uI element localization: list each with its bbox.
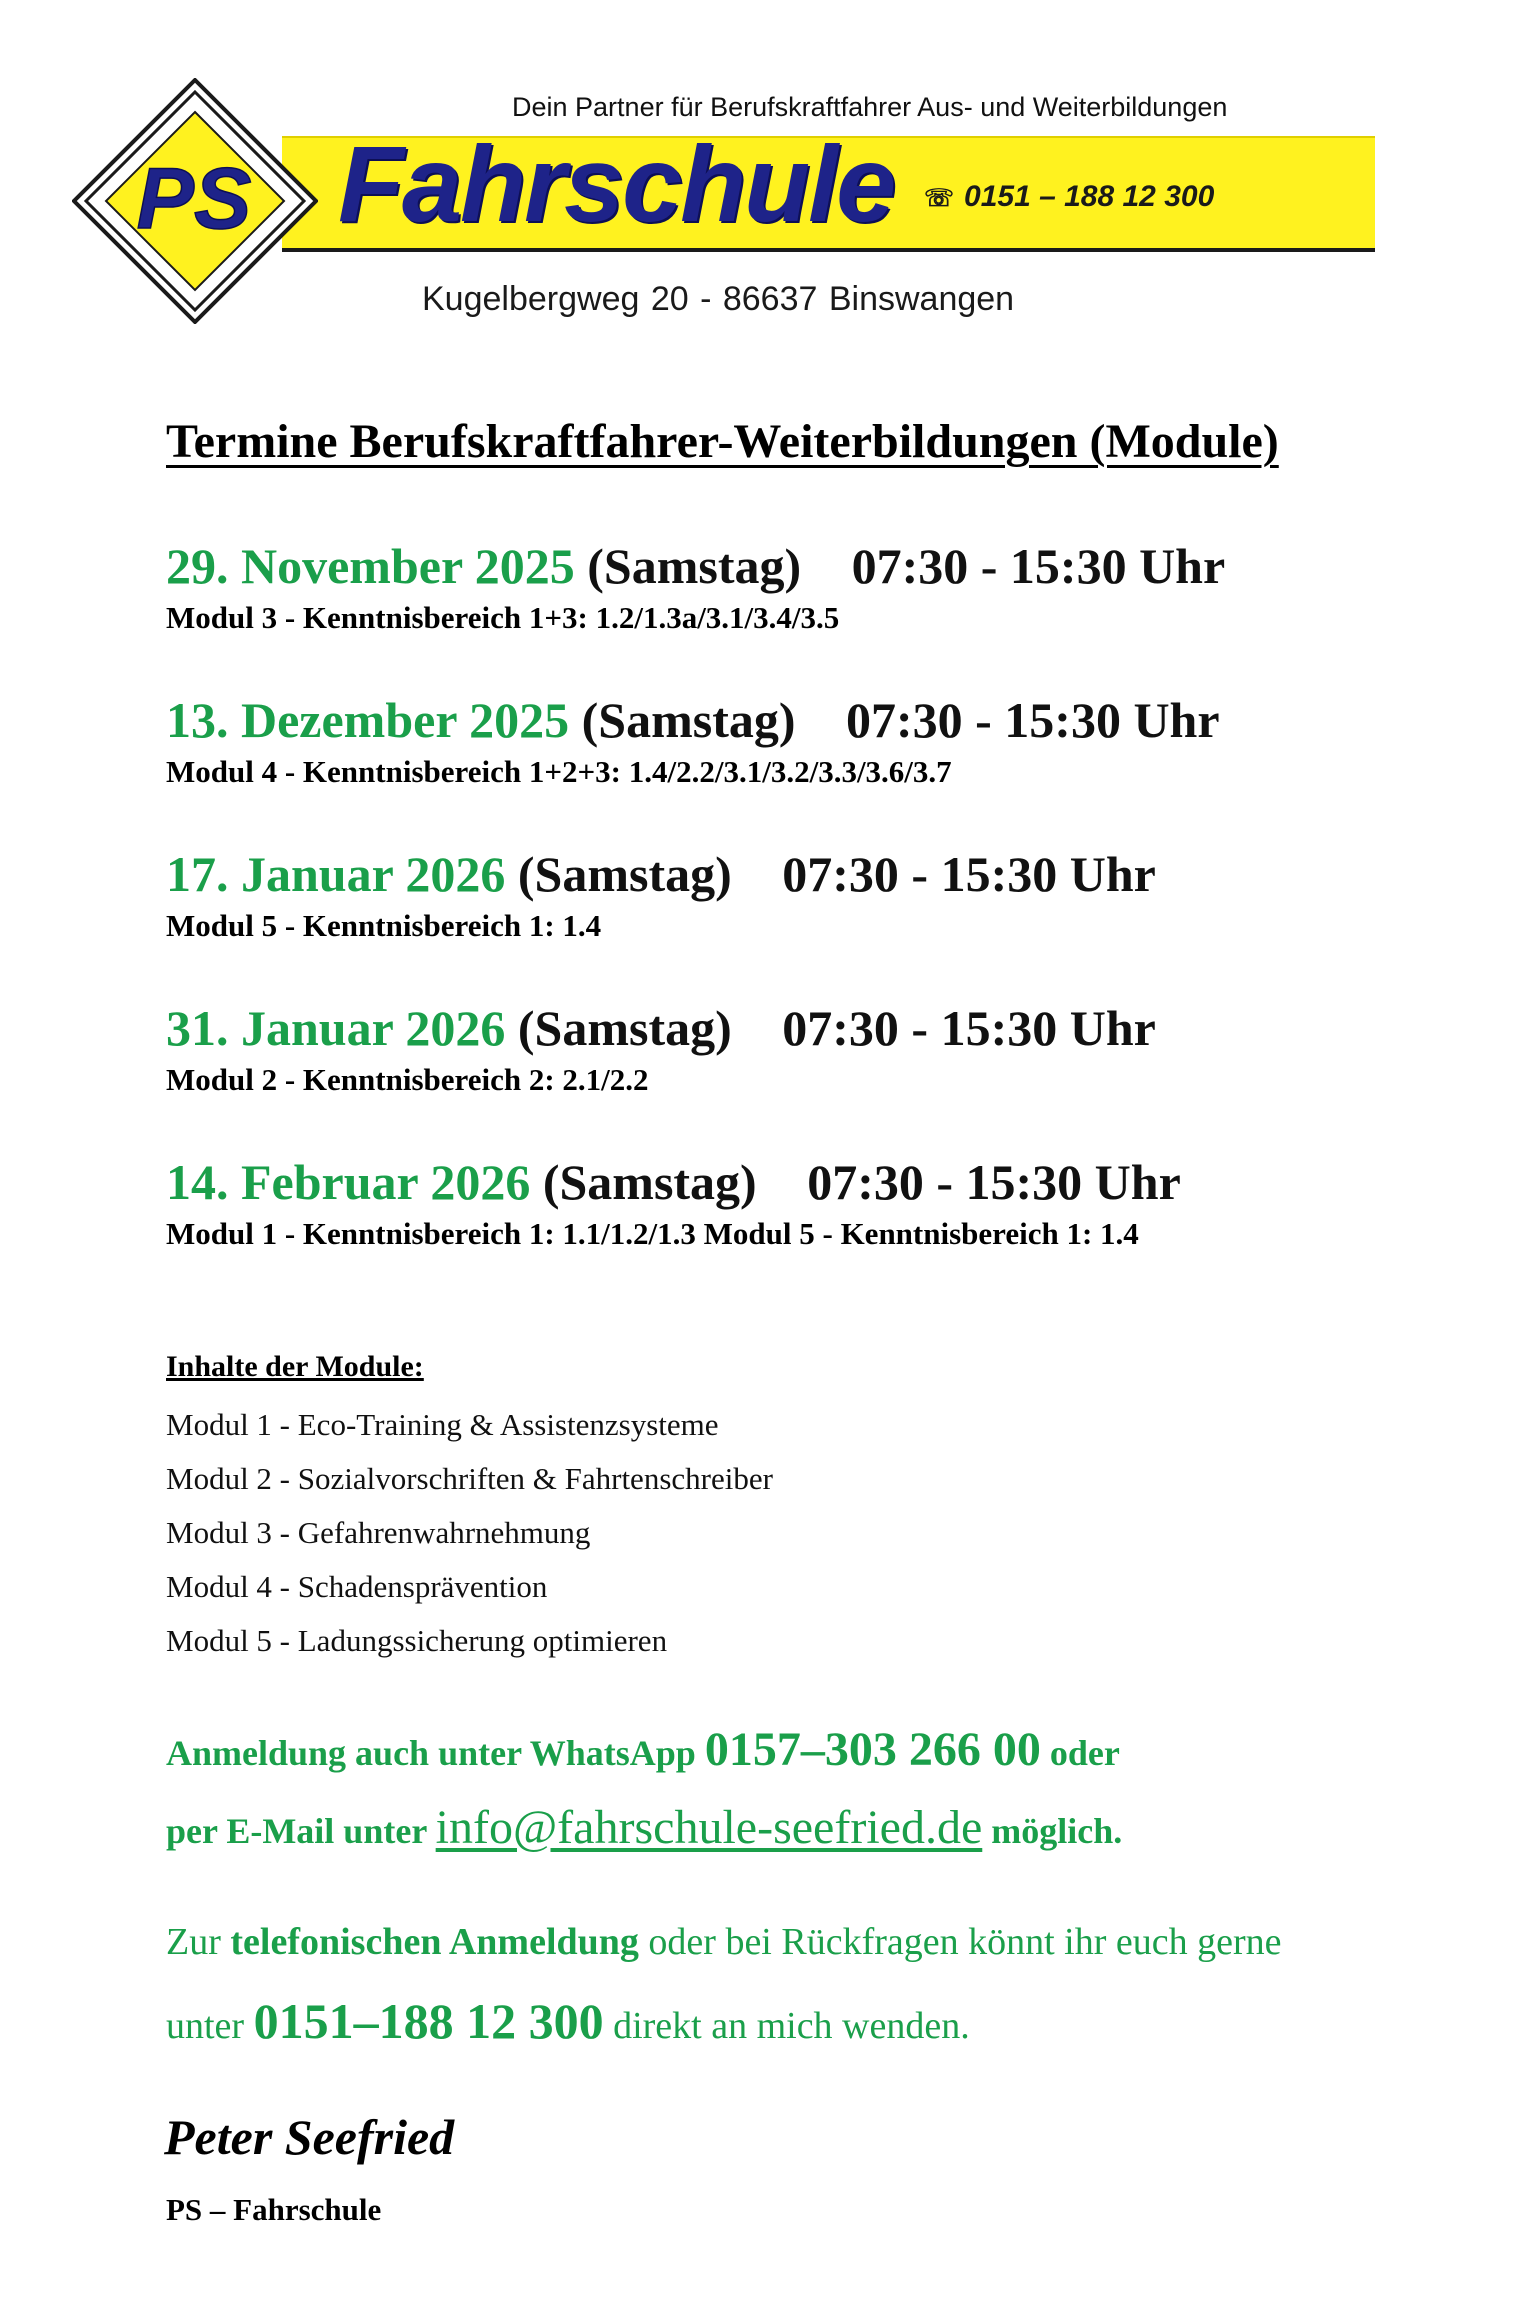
event-modul: Modul 5 - Kenntnisbereich 1: 1.4 xyxy=(166,908,602,943)
event-day: (Samstag) xyxy=(517,1000,732,1056)
phone-note-number[interactable]: 0151–188 12 300 xyxy=(253,1993,604,2049)
phone-note-prefix: unter xyxy=(166,2005,254,2047)
event-modul: Modul 2 - Kenntnisbereich 2: 2.1/2.2 xyxy=(166,1062,649,1097)
event-item xyxy=(166,690,1220,792)
signature: Peter Seefried xyxy=(164,2109,455,2165)
brand-name: Fahrschule xyxy=(338,123,895,244)
tagline: Dein Partner für Berufskraftfahrer Aus- und Weiterbildungen xyxy=(512,92,1228,122)
list-item: Modul 1 - Eco-Training & Assistenzsysteme xyxy=(166,1407,719,1442)
phone-note-line2 xyxy=(166,1992,970,2050)
page-title: Termine Berufskraftfahrer-Weiterbildungen (Module) xyxy=(166,415,1279,468)
list-item: Modul 2 - Sozialvorschriften & Fahrtenschreiber xyxy=(166,1461,773,1496)
event-date: 31. Januar 2026 xyxy=(166,1000,506,1056)
event-heading xyxy=(166,844,1156,904)
event-day: (Samstag) xyxy=(587,538,802,594)
event-item xyxy=(166,998,1156,1100)
event-modul: Modul 3 - Kenntnisbereich 1+3: 1.2/1.3a/3.1/3.4/3.5 xyxy=(166,600,840,635)
event-modul: Modul 1 - Kenntnisbereich 1: 1.1/1.2/1.3 Modul 5 - Kenntnisbereich 1: 1.4 xyxy=(166,1216,1139,1251)
whatsapp-suffix: oder xyxy=(1040,1733,1120,1773)
event-time: 07:30 - 15:30 Uhr xyxy=(807,1154,1181,1210)
company-name: PS – Fahrschule xyxy=(166,2192,382,2227)
phone-icon: ☏ xyxy=(924,185,955,212)
list-item: Modul 3 - Gefahrenwahrnehmung xyxy=(166,1515,591,1550)
ps-logo xyxy=(72,78,318,324)
event-heading xyxy=(166,1152,1181,1212)
event-time: 07:30 - 15:30 Uhr xyxy=(782,846,1156,902)
list-item: Modul 4 - Schadensprävention xyxy=(166,1569,548,1604)
event-time: 07:30 - 15:30 Uhr xyxy=(846,692,1220,748)
event-heading xyxy=(166,536,1225,596)
event-day: (Samstag) xyxy=(581,692,796,748)
event-date: 29. November 2025 xyxy=(166,538,575,594)
event-time: 07:30 - 15:30 Uhr xyxy=(851,538,1226,594)
event-heading xyxy=(166,690,1220,750)
event-heading xyxy=(166,998,1156,1058)
email-suffix: möglich. xyxy=(982,1811,1123,1851)
event-date: 17. Januar 2026 xyxy=(166,846,506,902)
address: Kugelbergweg 20 - 86637 Binswangen xyxy=(422,280,1015,318)
list-item: Modul 5 - Ladungssicherung optimieren xyxy=(166,1623,668,1658)
phone-note-part1: Zur xyxy=(166,1921,231,1963)
email-registration xyxy=(166,1800,1122,1855)
event-modul: Modul 4 - Kenntnisbereich 1+2+3: 1.4/2.2/3.1/3.2/3.3/3.6/3.7 xyxy=(166,754,952,789)
event-item xyxy=(166,1152,1181,1254)
phone-note-part2: oder bei Rückfragen könnt ihr euch gerne xyxy=(638,1921,1282,1963)
phone-note-line1 xyxy=(166,1920,1282,1964)
email-prefix: per E-Mail unter xyxy=(166,1811,436,1851)
header-phone-number: 0151 – 188 12 300 xyxy=(964,180,1215,213)
phone-note-suffix: direkt an mich wenden. xyxy=(603,2005,970,2047)
whatsapp-prefix: Anmeldung auch unter WhatsApp xyxy=(166,1733,705,1773)
logo-text: PS xyxy=(136,151,252,247)
event-date: 14. Februar 2026 xyxy=(166,1154,531,1210)
email-link[interactable]: info@fahrschule-seefried.de xyxy=(435,1801,983,1854)
whatsapp-number[interactable]: 0157–303 266 00 xyxy=(704,1723,1041,1776)
event-item xyxy=(166,536,1225,638)
phone-note-bold: telefonischen Anmeldung xyxy=(230,1921,639,1963)
header-phone xyxy=(924,180,1214,214)
contents-list xyxy=(166,1398,773,1668)
event-day: (Samstag) xyxy=(517,846,732,902)
event-day: (Samstag) xyxy=(542,1154,757,1210)
whatsapp-registration xyxy=(166,1722,1120,1777)
event-time: 07:30 - 15:30 Uhr xyxy=(782,1000,1156,1056)
contents-title: Inhalte der Module: xyxy=(166,1350,424,1383)
event-item xyxy=(166,844,1156,946)
event-date: 13. Dezember 2025 xyxy=(166,692,570,748)
